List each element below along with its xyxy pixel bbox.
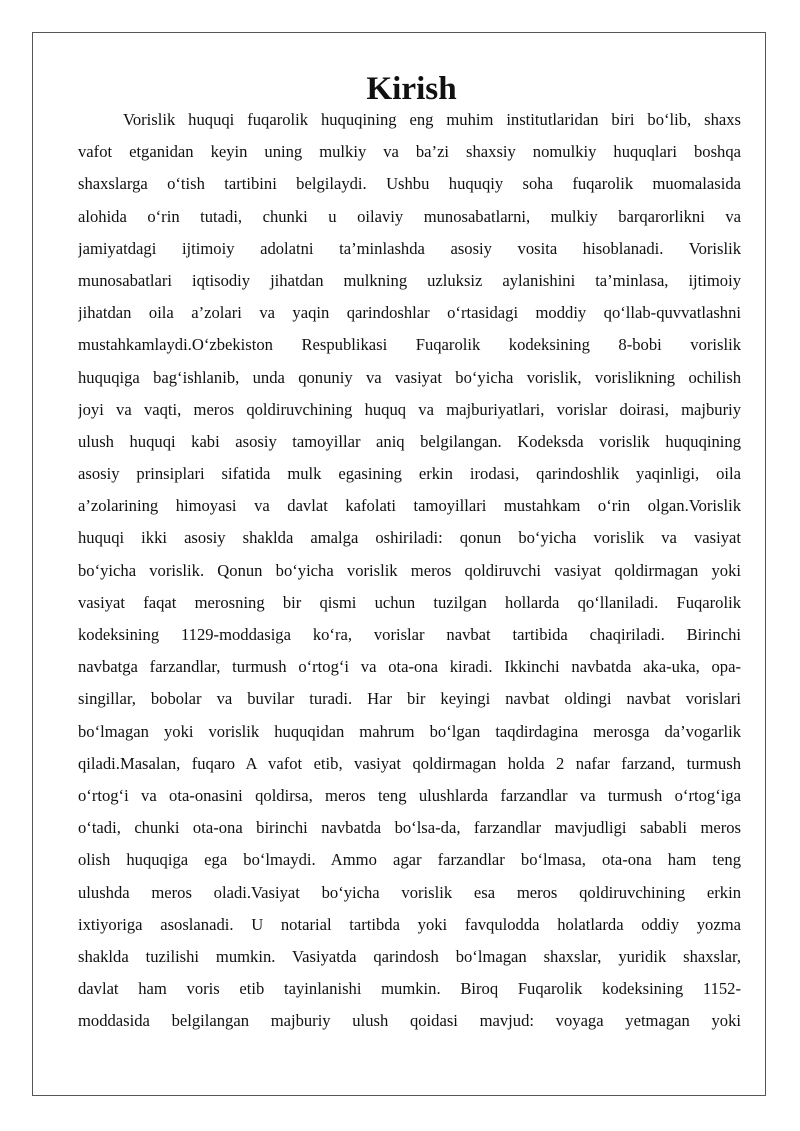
text-line: ulush huquqi kabi asosiy tamoyillar aniq belgilangan. Kodeksda vorislik huquqining	[78, 431, 741, 451]
text-line: munosabatlari iqtisodiy jihatdan mulkning uzluksiz aylanishini ta’minlasa, ijtimoiy	[78, 270, 741, 290]
text-line: olish huquqiga ega bo‘lmaydi. Ammo agar farzandlar bo‘lmasa, ota-ona ham teng	[78, 850, 741, 870]
text-line: huquqi ikki asosiy shaklda amalga oshiriladi: qonun bo‘yicha vorislik va vasiyat	[78, 528, 741, 548]
text-line: ixtiyoriga asoslanadi. U notarial tartibda yoki favqulodda holatlarda oddiy yozma	[78, 914, 741, 934]
text-line: a’zolarining himoyasi va davlat kafolati tamoyillari mustahkam o‘rin olgan.Vorislik	[78, 496, 741, 516]
text-line: kodeksining 1129-moddasiga ko‘ra, vorislar navbat tartibida chaqiriladi. Birinchi	[78, 625, 741, 644]
text-line: shaxslarga o‘tish tartibini belgilaydi. Ushbu huquqiy soha fuqarolik muomalasida	[78, 174, 741, 194]
text-line: asosiy prinsiplari sifatida mulk egasining erkin irodasi, qarindoshlik yaqinligi, oila	[78, 464, 741, 484]
text-line: moddasida belgilangan majburiy ulush qoidasi mavjud: voyaga yetmagan yoki	[78, 1011, 741, 1031]
text-line: jihatdan oila a’zolari va yaqin qarindoshlar o‘rtasidagi moddiy qo‘llab-quvvatlashni	[78, 303, 741, 323]
text-line: davlat ham voris etib tayinlanishi mumkin. Biroq Fuqarolik kodeksining 1152-	[78, 979, 741, 999]
text-line: singillar, bobolar va buvilar turadi. Har bir keyingi navbat oldingi navbat vorislari	[78, 689, 741, 709]
text-line: o‘rtog‘i va ota-onasini qoldirsa, meros teng ulushlarda farzandlar va turmush o‘rtog‘iga	[78, 785, 741, 805]
text-line: bo‘lmagan yoki vorislik huquqidan mahrum bo‘lgan taqdirdagina merosga da’vogarlik	[78, 721, 741, 741]
document-body	[78, 70, 741, 1037]
text-line: o‘tadi, chunki ota-ona birinchi navbatda bo‘lsa-da, farzandlar mavjudligi sababli meros	[78, 818, 741, 838]
text-line: bo‘yicha vorislik. Qonun bo‘yicha vorislik meros qoldiruvchi vasiyat qoldirmagan yoki	[78, 560, 741, 580]
text-line: joyi va vaqti, meros qoldiruvchining huquq va majburiyatlari, vorislar doirasi, majburiy	[78, 399, 741, 419]
text-line: alohida o‘rin tutadi, chunki u oilaviy munosabatlarni, mulkiy barqarorlikni va	[78, 206, 741, 226]
text-line: Vorislik huquqi fuqarolik huquqining eng muhim institutlaridan biri bo‘lib, shaxs	[123, 110, 741, 129]
text-line: vasiyat faqat merosning bir qismi uchun tuzilgan hollarda qo‘llaniladi. Fuqarolik	[78, 592, 741, 612]
text-line: navbatga farzandlar, turmush o‘rtog‘i va ota-ona kiradi. Ikkinchi navbatda aka-uka, opa-	[78, 657, 741, 677]
paragraph	[78, 104, 741, 1037]
text-line: huquqiga bag‘ishlanib, unda qonuniy va vasiyat bo‘yicha vorislik, vorislikning ochilish	[78, 367, 741, 387]
text-line: vafot etganidan keyin uning mulkiy va ba’zi shaxsiy nomulkiy huquqlari boshqa	[78, 142, 741, 162]
page-title: Kirish	[366, 70, 457, 107]
text-line: ulushda meros oladi.Vasiyat bo‘yicha vorislik esa meros qoldiruvchining erkin	[78, 882, 741, 902]
text-line: shaklda tuzilishi mumkin. Vasiyatda qarindosh bo‘lmagan shaxslar, yuridik shaxslar,	[78, 946, 741, 966]
text-line: jamiyatdagi ijtimoiy adolatni ta’minlashda asosiy vosita hisoblanadi. Vorislik	[78, 238, 741, 258]
text-line: mustahkamlaydi.O‘zbekiston Respublikasi Fuqarolik kodeksining 8-bobi vorislik	[78, 335, 741, 355]
text-line: qiladi.Masalan, fuqaro A vafot etib, vasiyat qoldirmagan holda 2 nafar farzand, turmush	[78, 753, 741, 773]
